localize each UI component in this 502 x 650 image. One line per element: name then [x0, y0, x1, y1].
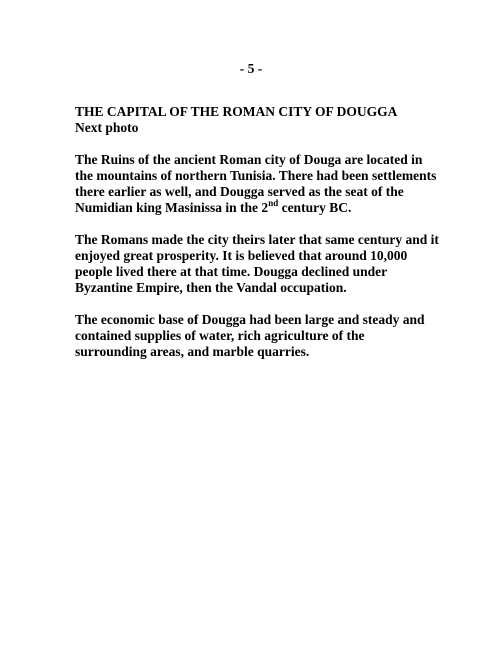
- paragraph-line: The Ruins of the ancient Roman city of Douga are located in: [75, 152, 423, 167]
- line-text-after: century BC.: [278, 200, 352, 215]
- paragraph-line: The economic base of Dougga had been large and steady and: [75, 312, 425, 327]
- paragraph-line: the mountains of northern Tunisia. There had been settlements: [75, 168, 437, 183]
- paragraph-line: there earlier as well, and Dougga served as the seat of the: [75, 184, 404, 199]
- paragraph-line: Byzantine Empire, then the Vandal occupation.: [75, 280, 347, 295]
- paragraph-line: surrounding areas, and marble quarries.: [75, 344, 310, 359]
- ordinal-superscript: nd: [268, 197, 279, 208]
- heading-title: THE CAPITAL OF THE ROMAN CITY OF DOUGGA: [75, 104, 398, 119]
- paragraph-line: contained supplies of water, rich agriculture of the: [75, 328, 365, 343]
- paragraph-line: The Romans made the city theirs later that same century and it: [75, 232, 439, 247]
- section-heading: [75, 104, 470, 136]
- paragraph-line-with-superscript: [75, 197, 470, 216]
- paragraph-romans: [75, 232, 470, 296]
- page-number: - 5 -: [239, 61, 263, 76]
- paragraph-economy: [75, 312, 470, 360]
- line-text-before: Numidian king Masinissa in the 2: [75, 200, 269, 215]
- heading-subtitle: Next photo: [75, 120, 139, 135]
- paragraph-line: people lived there at that time. Dougga declined under: [75, 264, 388, 279]
- document-body: [75, 104, 470, 376]
- paragraph-line: enjoyed great prosperity. It is believed that around 10,000: [75, 248, 408, 263]
- paragraph-ruins: [75, 152, 470, 216]
